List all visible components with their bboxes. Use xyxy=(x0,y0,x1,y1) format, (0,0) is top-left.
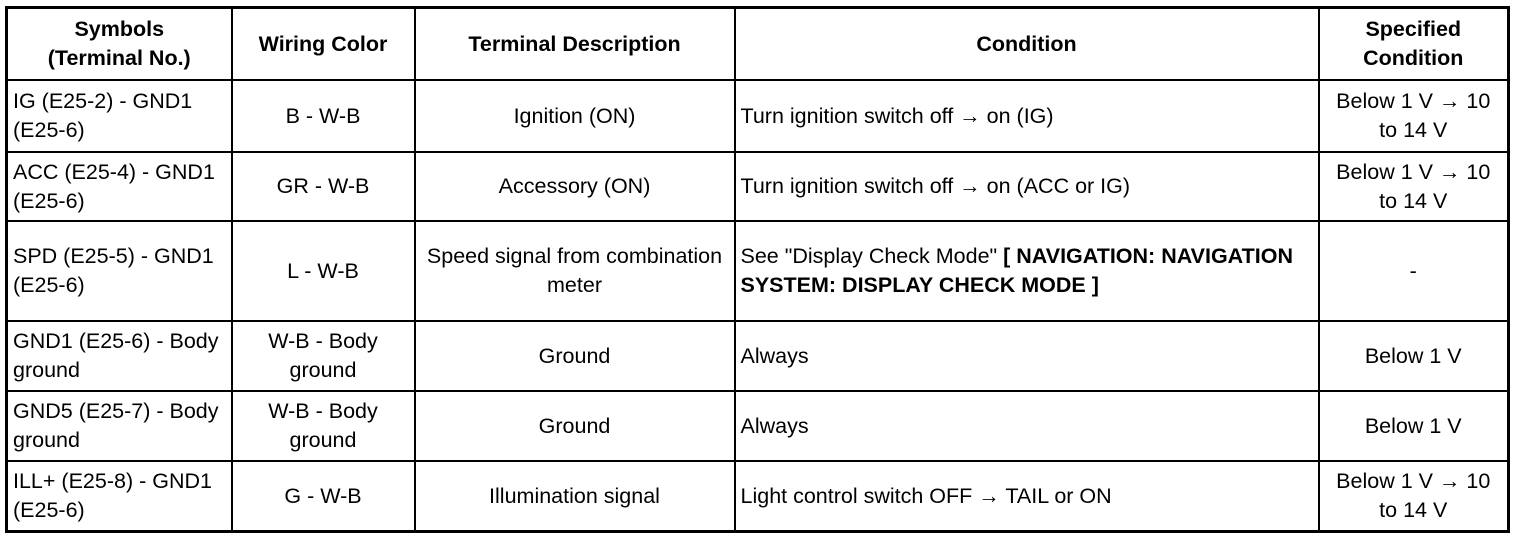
cell-description: Speed signal from combination meter xyxy=(415,221,735,321)
cell-description: Illumination signal xyxy=(415,461,735,532)
condition-text: Always xyxy=(740,343,809,368)
cell-wiring-color: G - W-B xyxy=(232,461,415,532)
table-row xyxy=(7,391,1509,461)
cell-wiring-color: W-B - Body ground xyxy=(232,391,415,461)
condition-text: Light control switch OFF → TAIL or ON xyxy=(740,483,1112,508)
terminal-table xyxy=(5,6,1510,533)
cell-description: Ignition (ON) xyxy=(415,80,735,152)
cell-description: Ground xyxy=(415,321,735,391)
table-row xyxy=(7,80,1509,152)
cell-specified: Below 1 V xyxy=(1319,391,1509,461)
cell-symbols: GND1 (E25-6) - Body ground xyxy=(7,321,232,391)
table-row xyxy=(7,221,1509,321)
table-row xyxy=(7,321,1509,391)
cell-symbols: IG (E25-2) - GND1 (E25-6) xyxy=(7,80,232,152)
cell-specified: - xyxy=(1319,221,1509,321)
header-specified-line2: Condition xyxy=(1363,46,1464,70)
cell-condition xyxy=(735,152,1319,221)
header-row xyxy=(7,8,1509,81)
condition-text: See "Display Check Mode" xyxy=(740,244,1004,268)
header-specified-condition xyxy=(1319,8,1509,81)
table-header xyxy=(7,8,1509,81)
terminal-table-container xyxy=(5,6,1510,533)
cell-wiring-color: B - W-B xyxy=(232,80,415,152)
condition-text: Always xyxy=(740,413,809,438)
cell-symbols: SPD (E25-5) - GND1 (E25-6) xyxy=(7,221,232,321)
cell-symbols: ILL+ (E25-8) - GND1 (E25-6) xyxy=(7,461,232,532)
cell-specified: Below 1 V → 10 to 14 V xyxy=(1319,152,1509,221)
cell-description: Ground xyxy=(415,391,735,461)
cell-condition xyxy=(735,221,1319,321)
header-condition: Condition xyxy=(735,8,1319,81)
header-symbols xyxy=(7,8,232,81)
cell-condition xyxy=(735,391,1319,461)
cell-wiring-color: L - W-B xyxy=(232,221,415,321)
header-symbols-line1: Symbols xyxy=(74,17,165,41)
cell-symbols: GND5 (E25-7) - Body ground xyxy=(7,391,232,461)
cell-specified: Below 1 V → 10 to 14 V xyxy=(1319,461,1509,532)
cell-wiring-color: W-B - Body ground xyxy=(232,321,415,391)
cell-condition xyxy=(735,321,1319,391)
header-symbols-line2: (Terminal No.) xyxy=(47,46,191,70)
navigation-display-check-mode-link[interactable]: [ NAVIGATION: NAVIGATION SYSTEM: DISPLAY CHECK MODE ] xyxy=(740,244,1293,297)
header-terminal-description: Terminal Description xyxy=(415,8,735,81)
cell-specified: Below 1 V → 10 to 14 V xyxy=(1319,80,1509,152)
table-row xyxy=(7,461,1509,532)
cell-description: Accessory (ON) xyxy=(415,152,735,221)
condition-text: Turn ignition switch off → on (ACC or IG) xyxy=(740,174,1131,198)
header-specified-line1: Specified xyxy=(1365,17,1462,41)
cell-condition xyxy=(735,80,1319,152)
header-wiring-color: Wiring Color xyxy=(232,8,415,81)
cell-condition xyxy=(735,461,1319,532)
table-row xyxy=(7,152,1509,221)
condition-text: Turn ignition switch off → on (IG) xyxy=(740,103,1054,128)
cell-wiring-color: GR - W-B xyxy=(232,152,415,221)
table-body xyxy=(7,80,1509,532)
cell-symbols: ACC (E25-4) - GND1 (E25-6) xyxy=(7,152,232,221)
cell-specified: Below 1 V xyxy=(1319,321,1509,391)
